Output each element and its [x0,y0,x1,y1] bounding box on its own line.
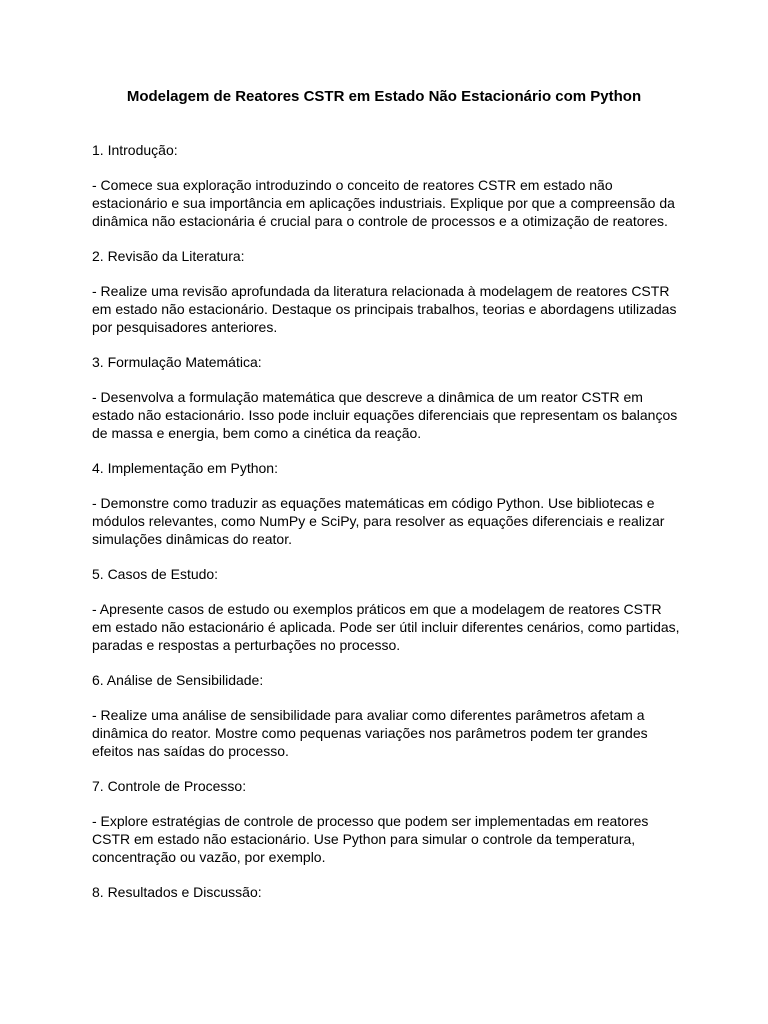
section-casos-estudo [92,565,682,654]
section-introducao [92,141,682,230]
section-heading: 6. Análise de Sensibilidade: [92,672,264,688]
section-paragraph: - Apresente casos de estudo ou exemplos práticos em que a modelagem de reatores CSTR em estado não estacionário é aplicada. Pode ser útil incluir diferentes cenários, como partidas, paradas e respostas a perturbações no processo. [92,601,680,653]
section-heading: 7. Controle de Processo: [92,778,247,794]
section-revisao-literatura [92,247,682,336]
section-heading: 1. Introdução: [92,142,178,158]
document-title: Modelagem de Reatores CSTR em Estado Não Estacionário com Python [126,88,642,105]
document-body [92,141,682,918]
section-heading: 8. Resultados e Discussão: [92,884,262,900]
section-analise-sensibilidade [92,671,682,760]
section-controle-processo [92,777,682,866]
section-paragraph: - Realize uma análise de sensibilidade para avaliar como diferentes parâmetros afetam a dinâmica do reator. Mostre como pequenas variações nos parâmetros podem ter grandes efeitos nas saídas do processo. [92,707,648,759]
section-paragraph: - Desenvolva a formulação matemática que descreve a dinâmica de um reator CSTR em estado não estacionário. Isso pode incluir equações diferenciais que representam os balanços de massa e energia, bem como a cinética da reação. [92,389,678,441]
section-heading: 2. Revisão da Literatura: [92,248,245,264]
section-paragraph: - Demonstre como traduzir as equações matemáticas em código Python. Use bibliotecas e módulos relevantes, como NumPy e SciPy, para resolver as equações diferenciais e realizar simulações dinâmicas do reator. [92,495,665,547]
section-paragraph: - Explore estratégias de controle de processo que podem ser implementadas em reatores CSTR em estado não estacionário. Use Python para simular o controle da temperatura, concentração ou vazão, por exemplo. [92,813,649,865]
section-resultados-discussao [92,883,682,901]
section-heading: 5. Casos de Estudo: [92,566,219,582]
section-heading: 4. Implementação em Python: [92,460,278,476]
section-heading: 3. Formulação Matemática: [92,354,262,370]
section-formulacao-matematica [92,353,682,442]
section-implementacao-python [92,459,682,548]
section-paragraph: - Realize uma revisão aprofundada da literatura relacionada à modelagem de reatores CSTR em estado não estacionário. Destaque os principais trabalhos, teorias e abordagens utilizadas por pesquisadores anteriores. [92,283,677,335]
section-paragraph: - Comece sua exploração introduzindo o conceito de reatores CSTR em estado não estacionário e sua importância em aplicações industriais. Explique por que a compreensão da dinâmica não estacionária é crucial para o controle de processos e a otimização de reatores. [92,177,675,229]
